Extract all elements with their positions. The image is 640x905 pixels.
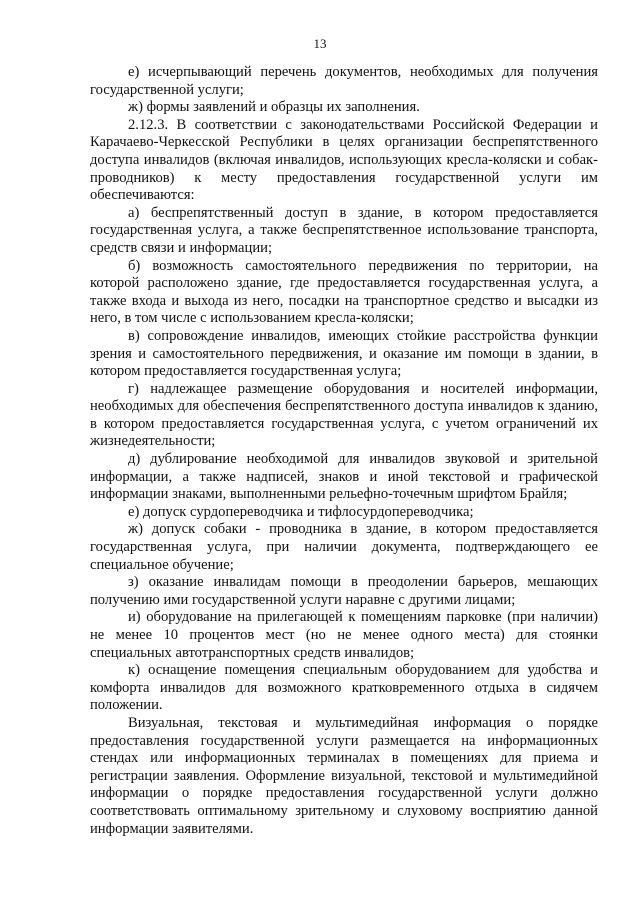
paragraph-item-g: г) надлежащее размещение оборудования и носителей информации, необходимых для обеспечения беспрепятственного доступа инвалидов к зданию, в котором предоставляется государственная услуга, с учетом ограничений их жизнедеятельности; (90, 380, 598, 450)
paragraph-section-2-12-3: 2.12.3. В соответствии с законодательствами Российской Федерации и Карачаево-Черкесской Республики в целях организации беспрепятственного доступа инвалидов (включая инвалидов, использующих кресла-коляски и собак-проводников) к месту предоставления государственной услуги им обеспечиваются: (90, 116, 598, 204)
page-content (90, 64, 598, 838)
paragraph-item-e: е) допуск сурдопереводчика и тифлосурдопереводчика; (128, 503, 474, 520)
paragraph-item-k: к) оснащение помещения специальным оборудованием для удобства и комфорта инвалидов для возможного кратковременного отдыха в сидячем положении. (90, 662, 598, 714)
paragraph-item-d: д) дублирование необходимой для инвалидов звуковой и зрительной информации, а также надписей, знаков и иной текстовой и графической информации знаками, выполненными рельефно-точечным шрифтом Брайля; (90, 451, 598, 503)
paragraph-item-zh: ж) допуск собаки - проводника в здание, в котором предоставляется государственная услуга, при наличии документа, подтверждающего ее специальное обучение; (90, 521, 598, 573)
paragraph-item-z: з) оказание инвалидам помощи в преодолении барьеров, мешающих получению ими государственной услуги наравне с другими лицами; (90, 574, 598, 608)
paragraph-item-b: б) возможность самостоятельного передвижения по территории, на которой расположено здание, где предоставляется государственная услуга, а также входа и выхода из него, посадки на транспортное средство и высадки из него, в том числе с использованием кресла-коляски; (90, 257, 598, 327)
paragraph-item-v: в) сопровождение инвалидов, имеющих стойкие расстройства функции зрения и самостоятельного передвижения, и оказание им помощи в здании, в котором предоставляется государственная услуга; (90, 327, 598, 380)
paragraph-item-i: и) оборудование на прилегающей к помещениям парковке (при наличии) не менее 10 процентов мест (но не менее одного места) для стоянки специальных автотранспортных средств инвалидов; (90, 609, 598, 661)
page-number: 13 (313, 36, 327, 51)
paragraph-list-item-e: е) исчерпывающий перечень документов, необходимых для получения государственной услуги; (90, 64, 598, 98)
paragraph-visual-info: Визуальная, текстовая и мультимедийная информация о порядке предоставления государственной услуги размещается на информационных стендах или информационных терминалах в помещениях для приема и регистрации заявления. Оформление визуальной, текстовой и мультимедийной информации о порядке предоставления государственной услуги должно соответствовать оптимальному зрительному и слуховому восприятию данной информации заявителями. (90, 714, 598, 837)
paragraph-list-item-zh: ж) формы заявлений и образцы их заполнения. (128, 99, 420, 116)
paragraph-item-a: а) беспрепятственный доступ в здание, в котором предоставляется государственная услуга, а также беспрепятственное использование транспорта, средств связи и информации; (90, 204, 598, 256)
